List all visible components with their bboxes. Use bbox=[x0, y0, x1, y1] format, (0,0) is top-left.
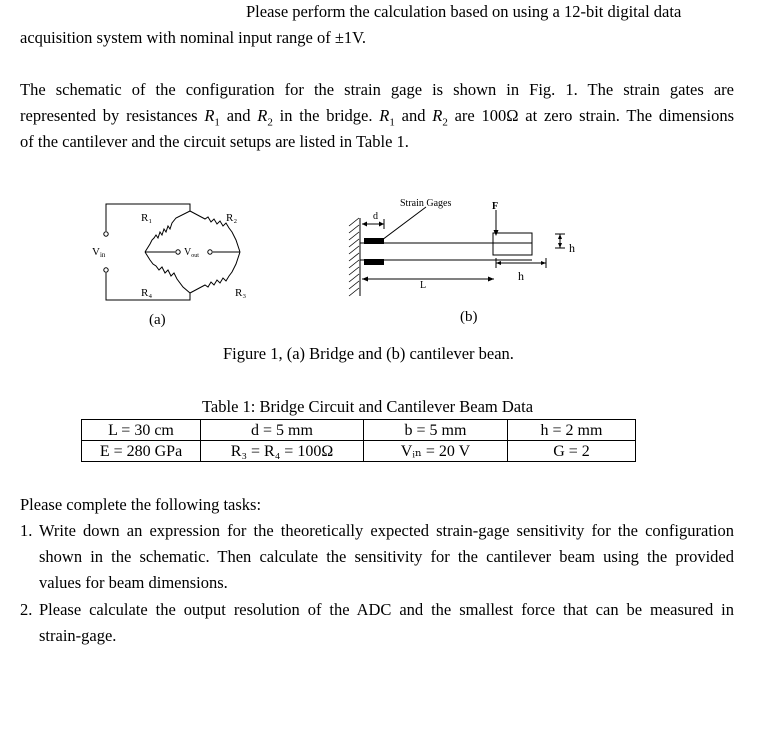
table-cell: E = 280 GPa bbox=[82, 441, 201, 462]
vin-terminal-bottom bbox=[104, 268, 108, 272]
label-L: L bbox=[420, 280, 427, 291]
table-cell: d = 5 mm bbox=[201, 420, 364, 441]
vin-terminal-top bbox=[104, 232, 108, 236]
table-cell: L = 30 cm bbox=[82, 420, 201, 441]
h-thickness-arrowhead-bottom bbox=[558, 243, 562, 248]
task-1-line-1: Write down an expression for the theoretically expected strain-gage sensitivity for the configuration bbox=[39, 521, 734, 540]
label-vout-v: V bbox=[184, 247, 192, 258]
label-figure-b: (b) bbox=[460, 309, 478, 325]
tasks-intro: Please complete the following tasks: bbox=[20, 495, 262, 514]
L-arrowhead-right bbox=[488, 277, 494, 282]
schematic-line-2-a: represented by resistances bbox=[20, 106, 205, 125]
r1-symbol: R bbox=[204, 106, 215, 125]
intro-line-1: Please perform the calculation based on using a 12-bit digital data bbox=[246, 2, 682, 21]
r2-subscript: 2 bbox=[267, 116, 273, 129]
label-vin-v: V bbox=[92, 246, 100, 258]
beam-end-block bbox=[493, 233, 532, 255]
schematic-line-1: The schematic of the configuration for the strain gage is shown in Fig. 1. The strain gates are bbox=[20, 80, 734, 99]
bridge-circuit bbox=[104, 204, 240, 300]
label-vout-sub: out bbox=[191, 253, 199, 259]
strain-gage-leader bbox=[378, 207, 426, 243]
vout-terminal-right bbox=[208, 250, 212, 254]
schematic-line-2-c: in the bridge. bbox=[272, 106, 380, 125]
task-1-line-3: values for beam dimensions. bbox=[39, 573, 228, 592]
task-2-line-2: strain-gage. bbox=[39, 626, 117, 645]
r1-subscript-b: 1 bbox=[389, 116, 395, 129]
table-cell: h = 2 mm bbox=[508, 420, 636, 441]
label-strain-gages: Strain Gages bbox=[400, 198, 452, 209]
label-r3: R₃ bbox=[235, 287, 247, 299]
wall-hatching bbox=[349, 218, 359, 296]
strain-gage-bottom bbox=[364, 259, 384, 265]
figure-caption: Figure 1, (a) Bridge and (b) cantilever bean. bbox=[223, 344, 514, 363]
L-arrowhead-left bbox=[362, 277, 368, 282]
schematic-line-2-d: and bbox=[394, 106, 433, 125]
task-2-number: 2. bbox=[20, 600, 33, 619]
schematic-line-2-e: are 100Ω at zero strain. The dimensions bbox=[447, 106, 734, 125]
schematic-line-2-b: and bbox=[219, 106, 258, 125]
table-row bbox=[82, 420, 636, 441]
table-caption: Table 1: Bridge Circuit and Cantilever Beam Data bbox=[202, 397, 534, 416]
r2-subscript-b: 2 bbox=[442, 116, 448, 129]
vout-terminal-left bbox=[176, 250, 180, 254]
task-1-number: 1. bbox=[20, 521, 33, 540]
schematic-line-3: of the cantilever and the circuit setups are listed in Table 1. bbox=[20, 132, 409, 151]
task-1-line-2: shown in the schematic. Then calculate the sensitivity for the cantilever beam using the provided bbox=[39, 547, 734, 566]
strain-gage-top bbox=[364, 238, 384, 244]
table-cell: R₃ = R₄ = 100Ω bbox=[201, 441, 364, 462]
label-r4: R₄ bbox=[141, 287, 153, 299]
r1-subscript: 1 bbox=[214, 116, 220, 129]
intro-line-2: acquisition system with nominal input range of ±1V. bbox=[20, 28, 367, 47]
label-h-thickness: h bbox=[569, 241, 575, 255]
data-table bbox=[81, 419, 636, 462]
label-figure-a: (a) bbox=[149, 312, 166, 328]
label-vout bbox=[184, 247, 199, 259]
table-cell: G = 2 bbox=[508, 441, 636, 462]
label-r1: R₁ bbox=[141, 212, 153, 224]
h-thickness-arrowhead-top bbox=[558, 234, 562, 239]
label-d: d bbox=[373, 211, 378, 222]
r1-symbol-b: R bbox=[379, 106, 390, 125]
table-cell: Vᵢₙ = 20 V bbox=[364, 441, 508, 462]
cantilever-beam bbox=[349, 207, 565, 296]
task-2-line-1: Please calculate the output resolution of the ADC and the smallest force that can be measured in bbox=[39, 600, 734, 619]
label-r2: R₂ bbox=[226, 212, 238, 224]
r2-symbol: R bbox=[257, 106, 268, 125]
r2-symbol-b: R bbox=[432, 106, 443, 125]
label-vin-sub: in bbox=[99, 251, 106, 259]
h-length-arrowhead-right bbox=[541, 261, 546, 265]
label-vin bbox=[92, 246, 106, 259]
label-force: F bbox=[492, 201, 499, 212]
label-h-length: h bbox=[518, 269, 524, 283]
d-arrowhead-right bbox=[379, 222, 384, 227]
table-cell: b = 5 mm bbox=[364, 420, 508, 441]
h-length-arrowhead-left bbox=[496, 261, 501, 265]
d-arrowhead-left bbox=[362, 222, 367, 227]
table-row bbox=[82, 441, 636, 462]
